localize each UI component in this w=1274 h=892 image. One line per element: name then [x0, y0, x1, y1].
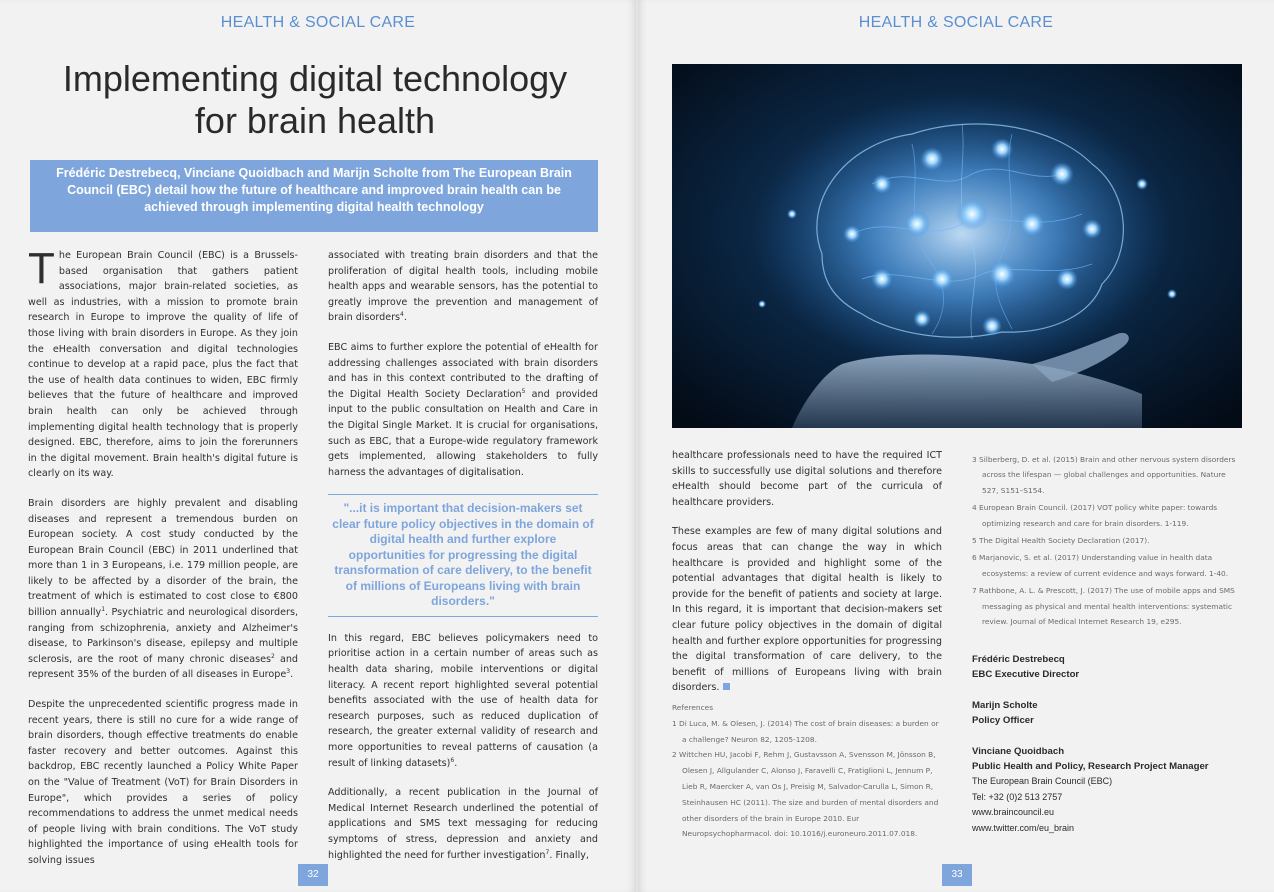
- author-entry: [972, 744, 1244, 836]
- author-entry: [972, 698, 1244, 729]
- left-page: [0, 0, 636, 892]
- title-line-2: for brain health: [194, 100, 436, 141]
- article-column-3: [672, 448, 942, 710]
- paragraph-text: associated with treating brain disorders and that the proliferation of digital health tools, including mobile health apps and wearable sensors, has the potential to greatly improve the prevention and management of brain disorders: [328, 250, 598, 324]
- section-header: HEALTH & SOCIAL CARE: [858, 14, 1054, 31]
- reference-item: 1 Di Luca, M. & Olesen, J. (2014) The cost of brain diseases: a burden or a challenge? Neuron 82, 1205-1208.: [672, 718, 939, 744]
- footnote-ref: 6: [450, 756, 455, 764]
- paragraph: [328, 248, 598, 326]
- article-title: [30, 58, 600, 142]
- reference-item: 4 European Brain Council. (2017) VOT policy white paper: towards optimizing research and care for brain disorders. 1-119.: [972, 503, 1218, 528]
- paragraph-text: he European Brain Council (EBC) is a Brussels-based organisation that gathers patient associations, major brain-related societies, as well as industries, with a mission to promote brain research in Europe to improve the quality of life of those living with brain disorders in Europe. As they join the eHealth conversation and digital technologies continue to develop at a rapid pace, plus the fact that the use of health data continues to widen, EBC firmly believes that the future of healthcare and improved brain health can only be achieved through implementing digital health technology that is properly designed. EBC, therefore, aims to join the forerunners in the digital movement. Brain health's digital future is clearly on its way.: [28, 250, 298, 480]
- brain-network-image: [672, 64, 1242, 428]
- author-entry: [972, 652, 1244, 683]
- footnote-ref: 3: [286, 668, 291, 676]
- page-number: 32: [298, 864, 328, 886]
- paragraph-text: and represent 35% of the burden of all diseases in Europe: [28, 653, 298, 681]
- organisation-name: The European Brain Council (EBC): [972, 776, 1113, 787]
- paragraph: [328, 631, 598, 771]
- paragraph: [672, 524, 942, 696]
- footnote-ref: 5: [521, 387, 526, 395]
- author-name: Marijn Scholte: [972, 699, 1038, 711]
- footnote-ref: 7: [545, 848, 550, 856]
- page-number: 33: [942, 864, 972, 886]
- website-link[interactable]: www.braincouncil.eu: [972, 807, 1055, 818]
- title-line-1: Implementing digital technology: [62, 58, 568, 99]
- reference-item: 2 Wittchen HU, Jacobi F, Rehm J, Gustavsson A, Svensson M, Jönsson B, Olesen J, Allgulander C, Alonso J, Faravelli C, Fratiglioni L, Jennum P, Lieb R, Maercker A, van Os J, Preisig M, Salvador-Carulla L, Simon R, Steinhausen HC (2011). The size and burden of mental disorders and other disorders of the brain in Europe 2010. Eur Neuropsychopharmacol. doi: 10.1016/j.euroneuro.2011.07.018.: [672, 750, 939, 839]
- footnote-ref: 2: [271, 652, 275, 660]
- author-role: Public Health and Policy, Research Project Manager: [972, 761, 1209, 773]
- paragraph-text: Brain disorders are highly prevalent and disabling diseases and represent a tremendous burden on European society. A cost study conducted by the European Brain Council (EBC) in 2011 underlined that more than 1 in 3 Europeans, i.e. 179 million people, are likely to be affected by a disorder of the brain, the treatment of which is estimated to cost close to €800 billion annually: [28, 497, 298, 619]
- author-name: Vinciane Quoidbach: [972, 745, 1065, 757]
- paragraph: [328, 785, 598, 863]
- paragraph: [28, 244, 298, 482]
- paragraph: Despite the unprecedented scientific progress made in recent years, there is still no cure for a wide range of brain disorders, though effective treatments do enable faster recovery and better outcomes. Against this backdrop, EBC recently launched a Policy White Paper on the "Value of Treatment (VoT) for Brain Disorders in Europe", which provides a series of policy recommendations to address the unmet medical needs of people living with brain conditions. The VoT study highlighted the importance of using eHealth tools for solving issues: [28, 699, 298, 866]
- pull-quote: "...it is important that decision-makers set clear future policy objectives in the domain of digital health and further explore opportunities for progressing the digital transformation of care delivery, to the benefit of millions of Europeans living with brain disorders.": [328, 494, 598, 617]
- paragraph-text: . Finally,: [549, 849, 589, 861]
- paragraph: [28, 496, 298, 683]
- paragraph-text: . Psychiatric and neurological disorders, ranging from schizophrenia, anxiety and Alzheimer's disease, to Parkinson's disease, epilepsy and multiple sclerosis, are the root of many chronic diseases: [28, 607, 298, 665]
- paragraph: [328, 340, 598, 480]
- reference-item: 5 The Digital Health Society Declaration (2017).: [972, 536, 1150, 546]
- drop-cap: T: [28, 244, 55, 293]
- paragraph-text: and provided input to the public consultation on Health and Care in the Digital Single Market. It is crucial for organisations, such as EBC, that a Europe-wide regulatory framework gets implemented, allowing stakeholders to fully harness the advantages of digitalisation.: [328, 388, 598, 478]
- paragraph: healthcare professionals need to have the required ICT skills to successfully use digital solutions and therefore eHealth should become part of the curricula of healthcare providers.: [672, 450, 942, 508]
- article-column-2: [328, 248, 598, 877]
- brain-illustration: [672, 64, 1242, 428]
- standfirst-banner: Frédéric Destrebecq, Vinciane Quoidbach and Marijn Scholte from The European Brain Council (EBC) detail how the future of healthcare and improved brain health can be achieved through implementing digital health technology: [30, 160, 598, 232]
- references-continued: [972, 452, 1244, 631]
- footnote-ref: 1: [101, 605, 106, 613]
- reference-item: 6 Marjanovic, S. et al. (2017) Understanding value in health data ecosystems: a review of current evidence and ways forward. 1-40.: [972, 553, 1229, 578]
- reference-item: 7 Rathbone, A. L. & Prescott, J. (2017) The use of mobile apps and SMS messaging as physical and mental health interventions: systematic review. Journal of Medical Internet Research 19, e295.: [972, 586, 1235, 627]
- twitter-link[interactable]: www.twitter.com/eu_brain: [972, 822, 1075, 833]
- author-role: EBC Executive Director: [972, 669, 1080, 681]
- references-title: References: [672, 703, 714, 712]
- end-of-article-marker: [723, 683, 730, 690]
- reference-item: 3 Silberberg, D. et al. (2015) Brain and other nervous system disorders across the lifespan — global challenges and opportunities. Nature 527, S151–S154.: [972, 455, 1236, 495]
- paragraph-text: .: [290, 669, 294, 681]
- telephone: Tel: +32 (0)2 513 2757: [972, 791, 1063, 802]
- author-role: Policy Officer: [972, 715, 1034, 727]
- author-credits: [972, 652, 1244, 851]
- paragraph-text: Additionally, a recent publication in the Journal of Medical Internet Research underlined the potential of applications and SMS text messaging for reducing symptoms of stress, depression and anxiety and highlighted the need for further investigation: [328, 787, 598, 861]
- author-name: Frédéric Destrebecq: [972, 654, 1065, 665]
- paragraph-text: In this regard, EBC believes policymakers need to prioritise action in a certain number of areas such as health data sharing, mobile interventions or digital literacy. A recent report highlighted several potential benefits associated with the use of health data for research purposes, such as reduced duplication of research, the greater external validity of research and more opportunities to reveal patterns of causation (a result of linking datasets): [328, 632, 598, 769]
- references-block: [672, 700, 942, 842]
- paragraph-text: These examples are few of many digital solutions and focus areas that can change the way in which healthcare is provided and highlight some of the potential advantages that digital health is likely to provide for the benefit of patients and society at large. In this regard, it is important that decision-makers set clear future policy objectives in the domain of digital health and further explore opportunities for progressing the digital transformation of care delivery, to the benefit of millions of Europeans living with brain disorders.: [672, 526, 942, 694]
- paragraph-text: EBC aims to further explore the potential of eHealth for addressing challenges associated with brain disorders and has in this context contributed to the drafting of the Digital Health Society Declaration: [328, 341, 598, 400]
- section-header: HEALTH & SOCIAL CARE: [220, 14, 416, 31]
- footnote-ref: 4: [400, 311, 404, 319]
- article-column-1: [28, 244, 298, 883]
- paragraph-text: .: [403, 312, 407, 324]
- right-page: [638, 0, 1274, 892]
- paragraph-text: .: [454, 757, 458, 769]
